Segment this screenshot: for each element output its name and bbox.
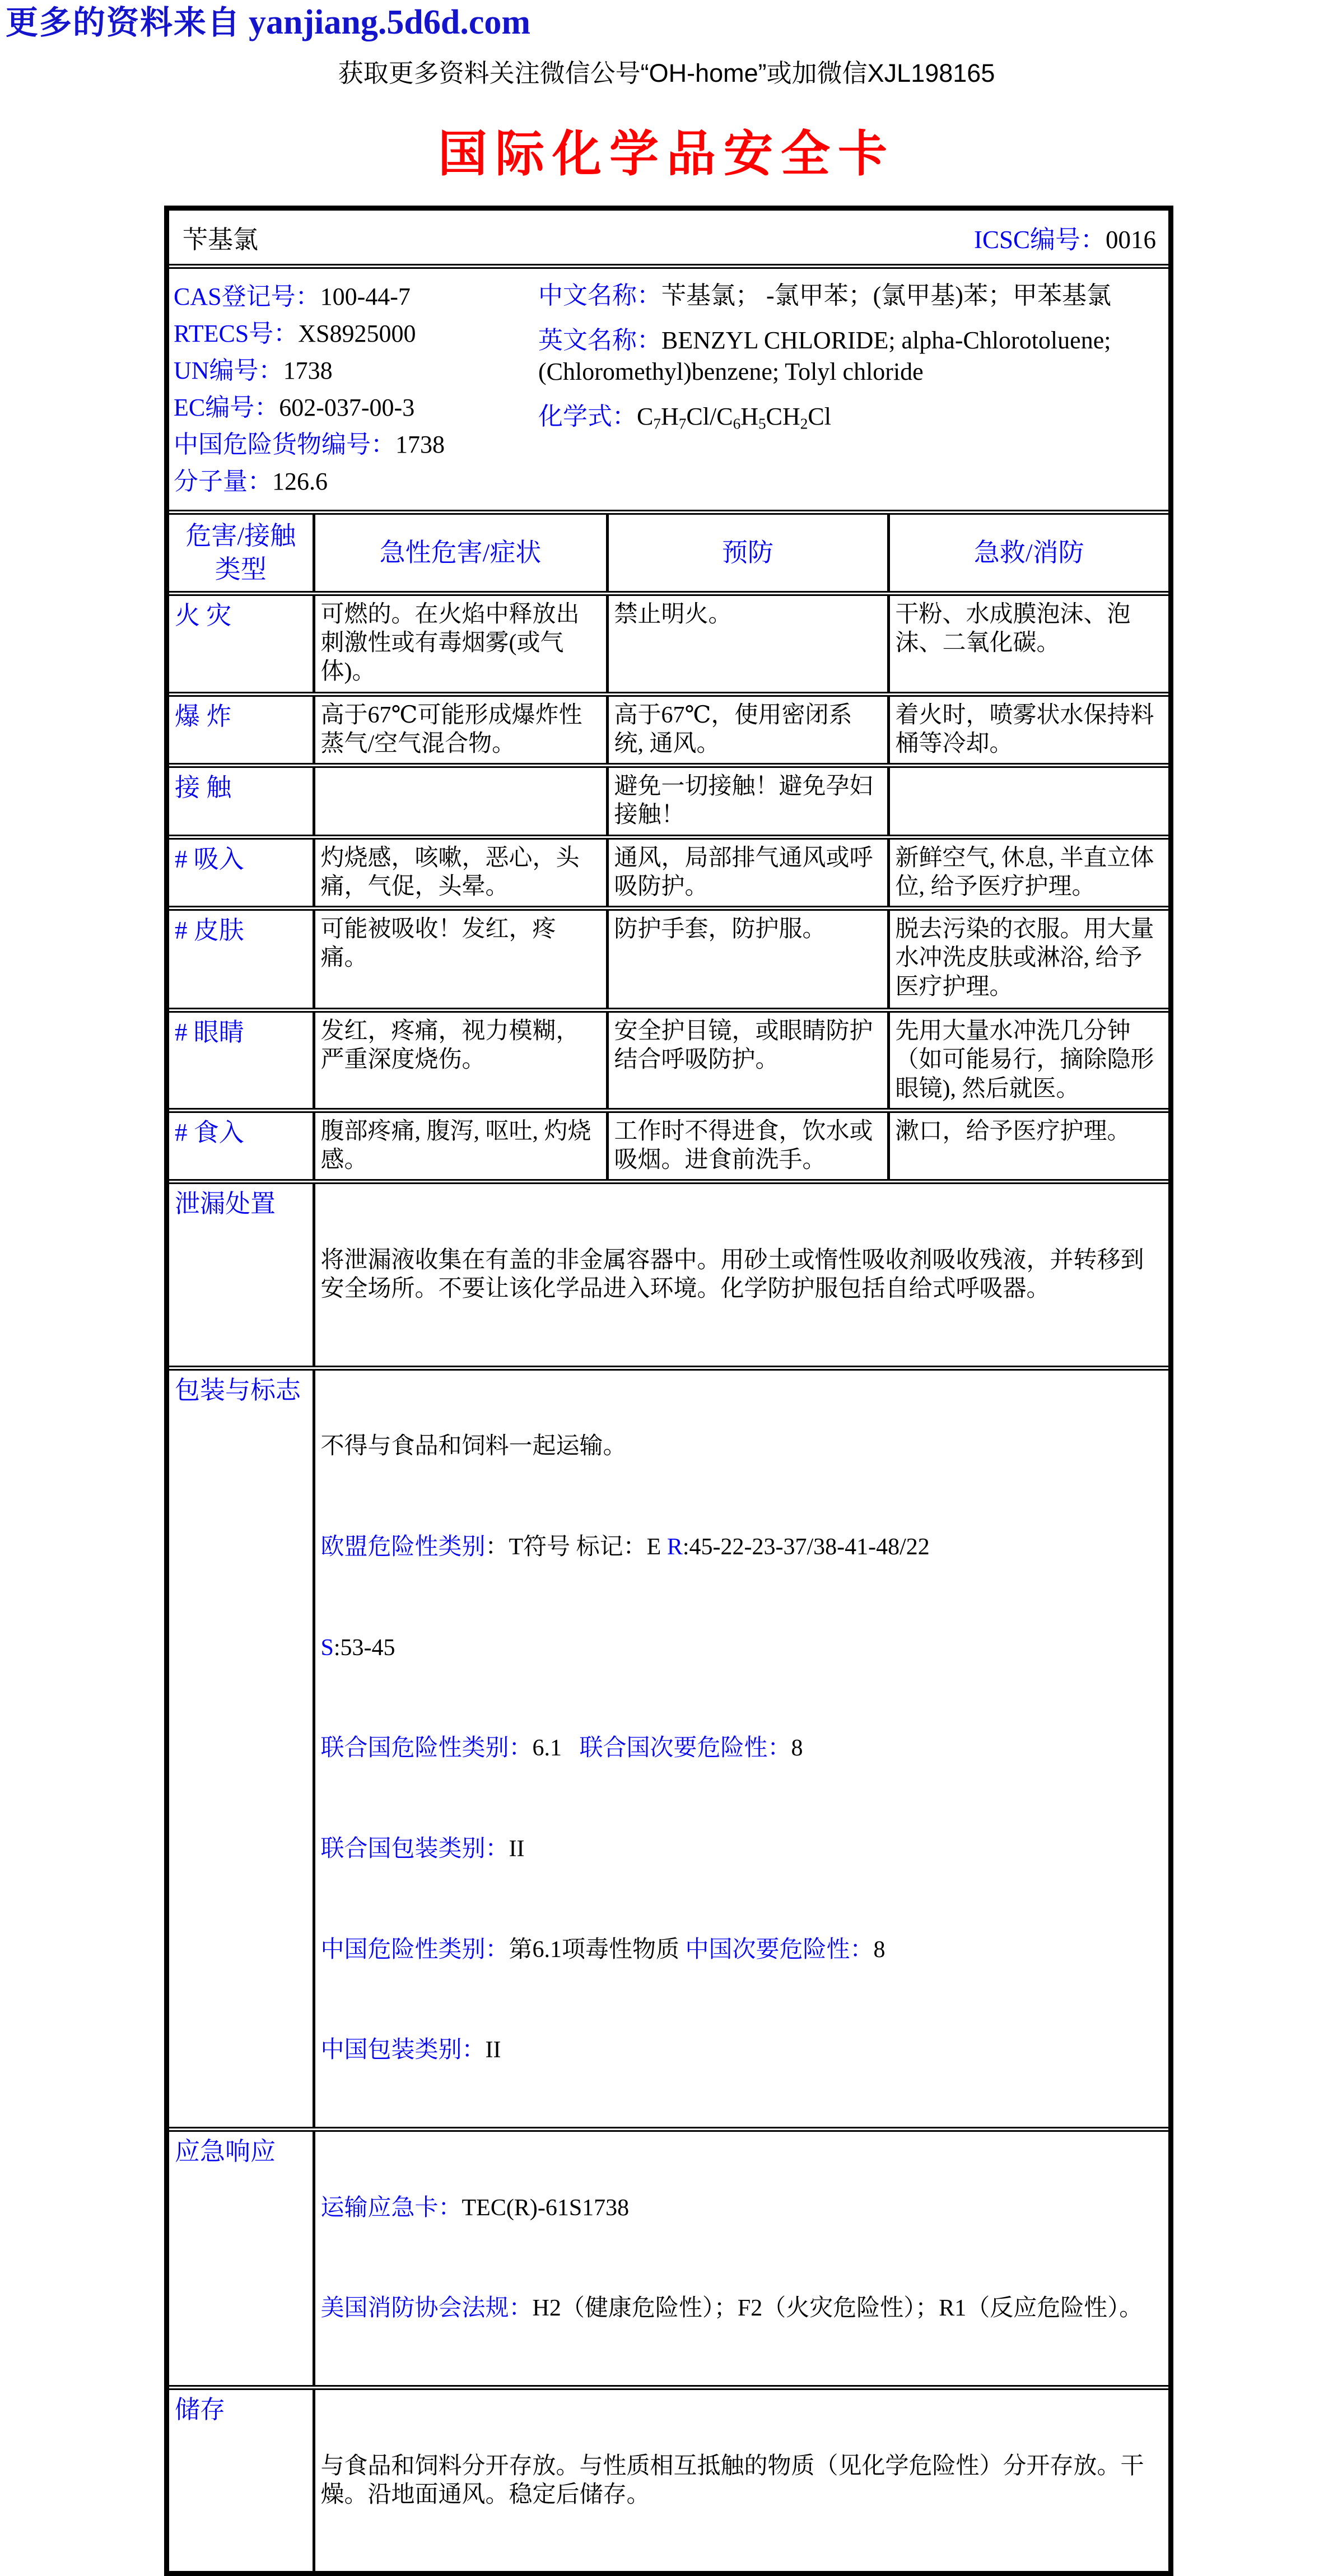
formula-line: 化学式：$C_7H_7Cl/C_6H_5CH_2Cl$ [538, 403, 831, 432]
prevention-cell: 禁止明火。 [607, 593, 888, 694]
watermark-text: 更多的资料来自 [6, 4, 241, 41]
prevention-cell: 高于67℃，使用密闭系统, 通风。 [607, 694, 888, 765]
hazard-row-explosion [169, 694, 1168, 765]
section-paragraph: 与食品和饲料分开存放。与性质相互抵触的物质（见化学危险性）分开存放。干燥。沿地面通风。稳定后储存。 [320, 2453, 1144, 2508]
safety-card [164, 206, 1173, 2576]
hazard-row-inhalation [169, 837, 1168, 908]
row-label: 火 灾 [169, 593, 314, 694]
hazard-header-row [169, 515, 1168, 593]
page-title: 国际化学品安全卡 [437, 128, 895, 183]
section-row-emergency [169, 2130, 1168, 2388]
symptoms-cell: 可能被吸收！发红，疼痛。 [314, 909, 607, 1010]
symptoms-cell: 高于67℃可能形成爆炸性蒸气/空气混合物。 [314, 694, 607, 765]
hazard-row-ingestion [169, 1110, 1168, 1181]
column-header-firefighting: 急救/消防 [888, 515, 1168, 593]
symptoms-cell: 可燃的。在火焰中释放出刺激性或有毒烟雾(或气体)。 [314, 593, 607, 694]
names-block [536, 269, 1168, 510]
section-label: 泄漏处置 [169, 1182, 314, 1368]
firefighting-cell: 干粉、水成膜泡沫、泡沫、二氧化碳。 [888, 593, 1168, 694]
symptoms-cell: 灼烧感，咳嗽，恶心，头痛，气促，头晕。 [314, 837, 607, 908]
row-label: # 吸入 [169, 837, 314, 908]
section-content [314, 1368, 1168, 2129]
chinese-name-line: 中文名称：苄基氯； -氯甲苯；(氯甲基)苯；甲苯基氯 [538, 282, 1111, 310]
hazard-row-fire [169, 593, 1168, 694]
column-header-symptoms: 急性危害/症状 [314, 515, 607, 593]
section-paragraph: 欧盟危险性类别：T符号 标记：E R:45-22-23-37/38-41-48/22 [320, 1534, 930, 1560]
firefighting-cell: 着火时，喷雾状水保持料桶等冷却。 [888, 694, 1168, 765]
prevention-cell: 通风，局部排气通风或呼吸防护。 [607, 837, 888, 908]
section-paragraph: 将泄漏液收集在有盖的非金属容器中。用砂土或惰性吸收剂吸收残液，并转移到安全场所。不要让该化学品进入环境。化学防护服包括自给式呼吸器。 [320, 1247, 1144, 1302]
section-paragraph: 中国危险性类别：第6.1项毒性物质 中国次要危险性：8 [320, 1936, 885, 1963]
firefighting-cell: 漱口，给予医疗护理。 [888, 1110, 1168, 1181]
section-content [314, 2130, 1168, 2388]
identifiers-block [169, 269, 536, 510]
section-paragraph: 不得与食品和饲料一起运输。 [320, 1433, 627, 1460]
section-content [314, 1182, 1168, 1368]
watermark-site: yanjiang.5d6d.com [249, 3, 530, 41]
chemical-name: 苄基氯 [183, 226, 259, 254]
page-subtitle: 获取更多资料关注微信公号“OH-home”或加微信XJL198165 [338, 59, 995, 88]
firefighting-cell: 脱去污染的衣服。用大量水冲洗皮肤或淋浴, 给予医疗护理。 [888, 909, 1168, 1010]
hazard-row-skin [169, 909, 1168, 1010]
prevention-cell: 安全护目镜，或眼睛防护结合呼吸防护。 [607, 1010, 888, 1111]
prevention-cell: 防护手套，防护服。 [607, 909, 888, 1010]
firefighting-cell: 新鲜空气, 休息, 半直立体位, 给予医疗护理。 [888, 837, 1168, 908]
section-paragraph: 运输应急卡：TEC(R)-61S1738 [320, 2195, 630, 2221]
symptoms-cell: 发红，疼痛，视力模糊，严重深度烧伤。 [314, 1010, 607, 1111]
firefighting-cell: 先用大量水冲洗几分钟（如可能易行，摘除隐形眼镜), 然后就医。 [888, 1010, 1168, 1111]
row-label: 接 触 [169, 766, 314, 837]
hazard-row-eyes [169, 1010, 1168, 1111]
section-row-packaging [169, 1368, 1168, 2129]
row-label: # 皮肤 [169, 909, 314, 1010]
identifiers-section [169, 269, 1168, 515]
row-label: 爆 炸 [169, 694, 314, 765]
icsc-number: ICSC编号：0016 [973, 226, 1156, 254]
identifier-ec: EC编号：602-037-00-3 [174, 394, 415, 422]
prevention-cell: 避免一切接触！避免孕妇接触！ [607, 766, 888, 837]
card-name-row [169, 211, 1168, 269]
symptoms-cell: 腹部疼痛, 腹泻, 呕吐, 灼烧感。 [314, 1110, 607, 1181]
identifier-cas: CAS登记号：100-44-7 [174, 283, 411, 311]
section-content [314, 2388, 1168, 2572]
section-paragraph: S:53-45 [320, 1634, 395, 1661]
hazard-row-exposure [169, 766, 1168, 837]
section-paragraph: 中国包装类别：II [320, 2037, 501, 2063]
identifier-molweight: 分子量：126.6 [174, 468, 328, 496]
column-header-prevention: 预防 [607, 515, 888, 593]
identifier-rtecs: RTECS号：XS8925000 [174, 320, 416, 348]
column-header-hazard-type: 危害/接触类型 [185, 521, 296, 584]
symptoms-cell [314, 766, 607, 837]
identifier-un: UN编号：1738 [174, 357, 333, 385]
identifier-china-dg: 中国危险货物编号：1738 [174, 431, 445, 459]
section-paragraph: 联合国包装类别：II [320, 1836, 525, 1862]
section-paragraph: 美国消防协会法规：H2（健康危险性）；F2（火灾危险性）；R1（反应危险性）。 [320, 2295, 1143, 2322]
row-label: # 食入 [169, 1110, 314, 1181]
section-label: 储存 [169, 2388, 314, 2572]
section-paragraph: 联合国危险性类别：6.1 联合国次要危险性：8 [320, 1735, 803, 1762]
hazard-table [169, 515, 1168, 2571]
page-watermark [0, 0, 1333, 41]
section-row-spillage [169, 1182, 1168, 1368]
section-label: 应急响应 [169, 2130, 314, 2388]
prevention-cell: 工作时不得进食，饮水或吸烟。进食前洗手。 [607, 1110, 888, 1181]
firefighting-cell [888, 766, 1168, 837]
section-label: 包装与标志 [169, 1368, 314, 2129]
english-name-line: 英文名称：BENZYL CHLORIDE; alpha-Chlorotoluene; (Chloromethyl)benzene; Tolyl chloride [538, 327, 1117, 386]
section-row-storage [169, 2388, 1168, 2572]
row-label: # 眼睛 [169, 1010, 314, 1111]
